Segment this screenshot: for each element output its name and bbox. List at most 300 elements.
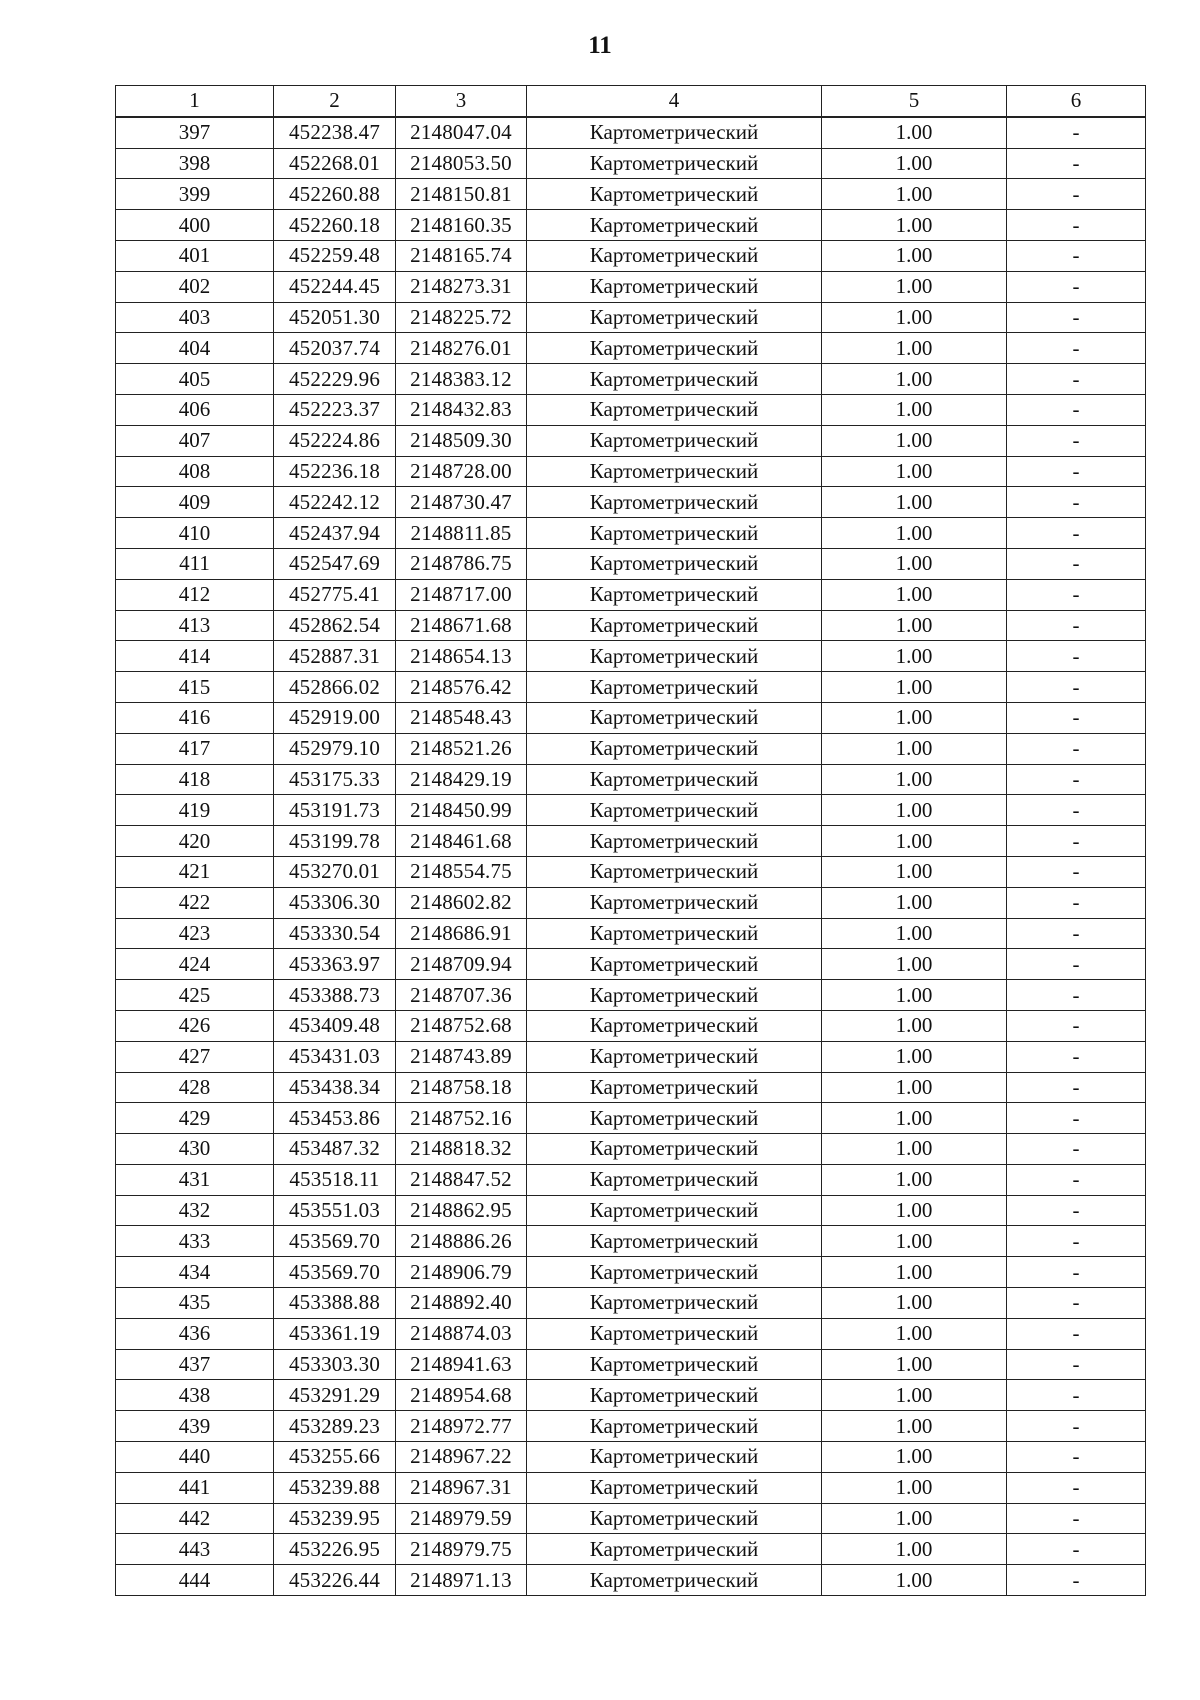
y-coordinate-cell: 2148862.95 <box>396 1195 527 1226</box>
method-cell: Картометрический <box>527 1072 822 1103</box>
y-coordinate-cell: 2148967.31 <box>396 1472 527 1503</box>
x-coordinate-cell: 452979.10 <box>274 733 396 764</box>
table-row <box>116 1134 1146 1165</box>
y-coordinate-cell: 2148972.77 <box>396 1411 527 1442</box>
y-coordinate-cell: 2148602.82 <box>396 887 527 918</box>
accuracy-cell: 1.00 <box>822 1226 1007 1257</box>
x-coordinate-cell: 452919.00 <box>274 702 396 733</box>
accuracy-cell: 1.00 <box>822 1472 1007 1503</box>
accuracy-cell: 1.00 <box>822 1411 1007 1442</box>
accuracy-cell: 1.00 <box>822 887 1007 918</box>
description-cell: - <box>1007 1134 1146 1165</box>
description-cell: - <box>1007 1103 1146 1134</box>
point-number-cell: 419 <box>116 795 274 826</box>
point-number-cell: 421 <box>116 856 274 887</box>
accuracy-cell: 1.00 <box>822 210 1007 241</box>
y-coordinate-cell: 2148273.31 <box>396 271 527 302</box>
method-cell: Картометрический <box>527 1349 822 1380</box>
description-cell: - <box>1007 949 1146 980</box>
description-cell: - <box>1007 1041 1146 1072</box>
accuracy-cell: 1.00 <box>822 579 1007 610</box>
accuracy-cell: 1.00 <box>822 826 1007 857</box>
table-row <box>116 641 1146 672</box>
accuracy-cell: 1.00 <box>822 610 1007 641</box>
y-coordinate-cell: 2148165.74 <box>396 240 527 271</box>
x-coordinate-cell: 453306.30 <box>274 887 396 918</box>
x-coordinate-cell: 453239.95 <box>274 1503 396 1534</box>
x-coordinate-cell: 453226.44 <box>274 1565 396 1596</box>
description-cell: - <box>1007 1411 1146 1442</box>
table-row <box>116 518 1146 549</box>
method-cell: Картометрический <box>527 1442 822 1473</box>
x-coordinate-cell: 452236.18 <box>274 456 396 487</box>
method-cell: Картометрический <box>527 1010 822 1041</box>
y-coordinate-cell: 2148717.00 <box>396 579 527 610</box>
description-cell: - <box>1007 1195 1146 1226</box>
table-row <box>116 795 1146 826</box>
method-cell: Картометрический <box>527 1288 822 1319</box>
description-cell: - <box>1007 1565 1146 1596</box>
method-cell: Картометрический <box>527 148 822 179</box>
table-row <box>116 271 1146 302</box>
accuracy-cell: 1.00 <box>822 1534 1007 1565</box>
description-cell: - <box>1007 148 1146 179</box>
description-cell: - <box>1007 1503 1146 1534</box>
method-cell: Картометрический <box>527 764 822 795</box>
y-coordinate-cell: 2148576.42 <box>396 672 527 703</box>
table-row <box>116 1103 1146 1134</box>
x-coordinate-cell: 452229.96 <box>274 364 396 395</box>
point-number-cell: 399 <box>116 179 274 210</box>
point-number-cell: 433 <box>116 1226 274 1257</box>
table-row <box>116 425 1146 456</box>
description-cell: - <box>1007 518 1146 549</box>
point-number-cell: 434 <box>116 1257 274 1288</box>
method-cell: Картометрический <box>527 456 822 487</box>
x-coordinate-cell: 452259.48 <box>274 240 396 271</box>
y-coordinate-cell: 2148521.26 <box>396 733 527 764</box>
description-cell: - <box>1007 456 1146 487</box>
accuracy-cell: 1.00 <box>822 1288 1007 1319</box>
point-number-cell: 411 <box>116 548 274 579</box>
description-cell: - <box>1007 1226 1146 1257</box>
method-cell: Картометрический <box>527 1380 822 1411</box>
method-cell: Картометрический <box>527 980 822 1011</box>
accuracy-cell: 1.00 <box>822 949 1007 980</box>
x-coordinate-cell: 452238.47 <box>274 117 396 148</box>
table-row <box>116 826 1146 857</box>
method-cell: Картометрический <box>527 887 822 918</box>
description-cell: - <box>1007 1318 1146 1349</box>
accuracy-cell: 1.00 <box>822 487 1007 518</box>
point-number-cell: 404 <box>116 333 274 364</box>
y-coordinate-cell: 2148160.35 <box>396 210 527 241</box>
table-row <box>116 210 1146 241</box>
accuracy-cell: 1.00 <box>822 1503 1007 1534</box>
table-row <box>116 1534 1146 1565</box>
point-number-cell: 402 <box>116 271 274 302</box>
point-number-cell: 430 <box>116 1134 274 1165</box>
y-coordinate-cell: 2148548.43 <box>396 702 527 733</box>
method-cell: Картометрический <box>527 1503 822 1534</box>
point-number-cell: 432 <box>116 1195 274 1226</box>
description-cell: - <box>1007 179 1146 210</box>
y-coordinate-cell: 2148752.68 <box>396 1010 527 1041</box>
x-coordinate-cell: 452547.69 <box>274 548 396 579</box>
table-row <box>116 487 1146 518</box>
table-row <box>116 394 1146 425</box>
point-number-cell: 400 <box>116 210 274 241</box>
accuracy-cell: 1.00 <box>822 333 1007 364</box>
y-coordinate-cell: 2148971.13 <box>396 1565 527 1596</box>
accuracy-cell: 1.00 <box>822 856 1007 887</box>
x-coordinate-cell: 453291.29 <box>274 1380 396 1411</box>
point-number-cell: 414 <box>116 641 274 672</box>
x-coordinate-cell: 453363.97 <box>274 949 396 980</box>
table-row <box>116 240 1146 271</box>
table-row <box>116 117 1146 148</box>
x-coordinate-cell: 452862.54 <box>274 610 396 641</box>
table-row <box>116 1503 1146 1534</box>
accuracy-cell: 1.00 <box>822 548 1007 579</box>
description-cell: - <box>1007 702 1146 733</box>
method-cell: Картометрический <box>527 518 822 549</box>
method-cell: Картометрический <box>527 302 822 333</box>
accuracy-cell: 1.00 <box>822 764 1007 795</box>
table-row <box>116 548 1146 579</box>
point-number-cell: 418 <box>116 764 274 795</box>
x-coordinate-cell: 453551.03 <box>274 1195 396 1226</box>
accuracy-cell: 1.00 <box>822 1318 1007 1349</box>
method-cell: Картометрический <box>527 918 822 949</box>
point-number-cell: 398 <box>116 148 274 179</box>
accuracy-cell: 1.00 <box>822 456 1007 487</box>
point-number-cell: 427 <box>116 1041 274 1072</box>
description-cell: - <box>1007 364 1146 395</box>
y-coordinate-cell: 2148654.13 <box>396 641 527 672</box>
table-row <box>116 1010 1146 1041</box>
method-cell: Картометрический <box>527 1134 822 1165</box>
method-cell: Картометрический <box>527 1257 822 1288</box>
x-coordinate-cell: 453226.95 <box>274 1534 396 1565</box>
point-number-cell: 425 <box>116 980 274 1011</box>
description-cell: - <box>1007 240 1146 271</box>
description-cell: - <box>1007 548 1146 579</box>
table-row <box>116 980 1146 1011</box>
point-number-cell: 406 <box>116 394 274 425</box>
x-coordinate-cell: 453199.78 <box>274 826 396 857</box>
description-cell: - <box>1007 1472 1146 1503</box>
method-cell: Картометрический <box>527 795 822 826</box>
description-cell: - <box>1007 394 1146 425</box>
y-coordinate-cell: 2148730.47 <box>396 487 527 518</box>
method-cell: Картометрический <box>527 1411 822 1442</box>
accuracy-cell: 1.00 <box>822 425 1007 456</box>
x-coordinate-cell: 452437.94 <box>274 518 396 549</box>
table-row <box>116 579 1146 610</box>
accuracy-cell: 1.00 <box>822 1164 1007 1195</box>
point-number-cell: 428 <box>116 1072 274 1103</box>
point-number-cell: 413 <box>116 610 274 641</box>
x-coordinate-cell: 452242.12 <box>274 487 396 518</box>
method-cell: Картометрический <box>527 548 822 579</box>
table-row <box>116 1565 1146 1596</box>
table-row <box>116 1472 1146 1503</box>
method-cell: Картометрический <box>527 487 822 518</box>
x-coordinate-cell: 453303.30 <box>274 1349 396 1380</box>
coordinates-table <box>115 85 1146 1596</box>
x-coordinate-cell: 453255.66 <box>274 1442 396 1473</box>
method-cell: Картометрический <box>527 579 822 610</box>
method-cell: Картометрический <box>527 1318 822 1349</box>
accuracy-cell: 1.00 <box>822 918 1007 949</box>
method-cell: Картометрический <box>527 1103 822 1134</box>
y-coordinate-cell: 2148743.89 <box>396 1041 527 1072</box>
x-coordinate-cell: 453438.34 <box>274 1072 396 1103</box>
description-cell: - <box>1007 672 1146 703</box>
accuracy-cell: 1.00 <box>822 672 1007 703</box>
table-row <box>116 918 1146 949</box>
method-cell: Картометрический <box>527 1565 822 1596</box>
accuracy-cell: 1.00 <box>822 1010 1007 1041</box>
y-coordinate-cell: 2148979.59 <box>396 1503 527 1534</box>
table-row <box>116 764 1146 795</box>
x-coordinate-cell: 452051.30 <box>274 302 396 333</box>
method-cell: Картометрический <box>527 1164 822 1195</box>
accuracy-cell: 1.00 <box>822 240 1007 271</box>
table-row <box>116 333 1146 364</box>
y-coordinate-cell: 2148892.40 <box>396 1288 527 1319</box>
point-number-cell: 397 <box>116 117 274 148</box>
y-coordinate-cell: 2148752.16 <box>396 1103 527 1134</box>
point-number-cell: 439 <box>116 1411 274 1442</box>
table-row <box>116 702 1146 733</box>
point-number-cell: 431 <box>116 1164 274 1195</box>
x-coordinate-cell: 453409.48 <box>274 1010 396 1041</box>
accuracy-cell: 1.00 <box>822 518 1007 549</box>
description-cell: - <box>1007 1257 1146 1288</box>
accuracy-cell: 1.00 <box>822 980 1007 1011</box>
y-coordinate-cell: 2148886.26 <box>396 1226 527 1257</box>
table-row <box>116 1072 1146 1103</box>
method-cell: Картометрический <box>527 1041 822 1072</box>
x-coordinate-cell: 453569.70 <box>274 1257 396 1288</box>
method-cell: Картометрический <box>527 702 822 733</box>
table-row <box>116 1411 1146 1442</box>
y-coordinate-cell: 2148047.04 <box>396 117 527 148</box>
x-coordinate-cell: 452775.41 <box>274 579 396 610</box>
column-header-2: 2 <box>274 86 396 117</box>
y-coordinate-cell: 2148847.52 <box>396 1164 527 1195</box>
accuracy-cell: 1.00 <box>822 1349 1007 1380</box>
point-number-cell: 441 <box>116 1472 274 1503</box>
method-cell: Картометрический <box>527 672 822 703</box>
method-cell: Картометрический <box>527 1226 822 1257</box>
table-row <box>116 456 1146 487</box>
point-number-cell: 416 <box>116 702 274 733</box>
y-coordinate-cell: 2148967.22 <box>396 1442 527 1473</box>
table-row <box>116 1257 1146 1288</box>
description-cell: - <box>1007 826 1146 857</box>
point-number-cell: 429 <box>116 1103 274 1134</box>
method-cell: Картометрический <box>527 856 822 887</box>
accuracy-cell: 1.00 <box>822 394 1007 425</box>
y-coordinate-cell: 2148509.30 <box>396 425 527 456</box>
x-coordinate-cell: 453569.70 <box>274 1226 396 1257</box>
x-coordinate-cell: 452223.37 <box>274 394 396 425</box>
method-cell: Картометрический <box>527 1195 822 1226</box>
x-coordinate-cell: 452260.18 <box>274 210 396 241</box>
accuracy-cell: 1.00 <box>822 117 1007 148</box>
point-number-cell: 443 <box>116 1534 274 1565</box>
table-row <box>116 610 1146 641</box>
method-cell: Картометрический <box>527 425 822 456</box>
description-cell: - <box>1007 1442 1146 1473</box>
method-cell: Картометрический <box>527 641 822 672</box>
y-coordinate-cell: 2148053.50 <box>396 148 527 179</box>
description-cell: - <box>1007 795 1146 826</box>
description-cell: - <box>1007 641 1146 672</box>
method-cell: Картометрический <box>527 210 822 241</box>
point-number-cell: 442 <box>116 1503 274 1534</box>
accuracy-cell: 1.00 <box>822 1257 1007 1288</box>
description-cell: - <box>1007 1288 1146 1319</box>
y-coordinate-cell: 2148954.68 <box>396 1380 527 1411</box>
accuracy-cell: 1.00 <box>822 271 1007 302</box>
table-row <box>116 1164 1146 1195</box>
y-coordinate-cell: 2148818.32 <box>396 1134 527 1165</box>
description-cell: - <box>1007 856 1146 887</box>
table-row <box>116 733 1146 764</box>
table-row <box>116 1318 1146 1349</box>
description-cell: - <box>1007 425 1146 456</box>
method-cell: Картометрический <box>527 179 822 210</box>
x-coordinate-cell: 453361.19 <box>274 1318 396 1349</box>
point-number-cell: 410 <box>116 518 274 549</box>
y-coordinate-cell: 2148758.18 <box>396 1072 527 1103</box>
x-coordinate-cell: 453191.73 <box>274 795 396 826</box>
method-cell: Картометрический <box>527 1472 822 1503</box>
table-row <box>116 364 1146 395</box>
point-number-cell: 415 <box>116 672 274 703</box>
table-row <box>116 302 1146 333</box>
description-cell: - <box>1007 918 1146 949</box>
y-coordinate-cell: 2148383.12 <box>396 364 527 395</box>
point-number-cell: 440 <box>116 1442 274 1473</box>
method-cell: Картометрический <box>527 271 822 302</box>
x-coordinate-cell: 453270.01 <box>274 856 396 887</box>
description-cell: - <box>1007 1010 1146 1041</box>
y-coordinate-cell: 2148707.36 <box>396 980 527 1011</box>
y-coordinate-cell: 2148874.03 <box>396 1318 527 1349</box>
x-coordinate-cell: 453431.03 <box>274 1041 396 1072</box>
table-row <box>116 672 1146 703</box>
y-coordinate-cell: 2148461.68 <box>396 826 527 857</box>
description-cell: - <box>1007 1534 1146 1565</box>
point-number-cell: 426 <box>116 1010 274 1041</box>
accuracy-cell: 1.00 <box>822 1134 1007 1165</box>
x-coordinate-cell: 453518.11 <box>274 1164 396 1195</box>
table-row <box>116 1349 1146 1380</box>
description-cell: - <box>1007 117 1146 148</box>
column-header-1: 1 <box>116 86 274 117</box>
description-cell: - <box>1007 733 1146 764</box>
y-coordinate-cell: 2148276.01 <box>396 333 527 364</box>
description-cell: - <box>1007 887 1146 918</box>
point-number-cell: 408 <box>116 456 274 487</box>
accuracy-cell: 1.00 <box>822 1103 1007 1134</box>
x-coordinate-cell: 452244.45 <box>274 271 396 302</box>
accuracy-cell: 1.00 <box>822 641 1007 672</box>
point-number-cell: 407 <box>116 425 274 456</box>
y-coordinate-cell: 2148671.68 <box>396 610 527 641</box>
method-cell: Картометрический <box>527 826 822 857</box>
description-cell: - <box>1007 980 1146 1011</box>
description-cell: - <box>1007 1349 1146 1380</box>
accuracy-cell: 1.00 <box>822 1072 1007 1103</box>
point-number-cell: 405 <box>116 364 274 395</box>
accuracy-cell: 1.00 <box>822 302 1007 333</box>
table-row <box>116 1442 1146 1473</box>
method-cell: Картометрический <box>527 240 822 271</box>
y-coordinate-cell: 2148150.81 <box>396 179 527 210</box>
table-row <box>116 1380 1146 1411</box>
x-coordinate-cell: 452037.74 <box>274 333 396 364</box>
x-coordinate-cell: 452260.88 <box>274 179 396 210</box>
y-coordinate-cell: 2148906.79 <box>396 1257 527 1288</box>
method-cell: Картометрический <box>527 1534 822 1565</box>
y-coordinate-cell: 2148429.19 <box>396 764 527 795</box>
point-number-cell: 444 <box>116 1565 274 1596</box>
x-coordinate-cell: 453175.33 <box>274 764 396 795</box>
description-cell: - <box>1007 1164 1146 1195</box>
x-coordinate-cell: 453487.32 <box>274 1134 396 1165</box>
table-row <box>116 949 1146 980</box>
column-header-4: 4 <box>527 86 822 117</box>
accuracy-cell: 1.00 <box>822 1041 1007 1072</box>
column-header-3: 3 <box>396 86 527 117</box>
x-coordinate-cell: 452887.31 <box>274 641 396 672</box>
method-cell: Картометрический <box>527 733 822 764</box>
y-coordinate-cell: 2148450.99 <box>396 795 527 826</box>
y-coordinate-cell: 2148979.75 <box>396 1534 527 1565</box>
x-coordinate-cell: 453388.88 <box>274 1288 396 1319</box>
point-number-cell: 435 <box>116 1288 274 1319</box>
accuracy-cell: 1.00 <box>822 1565 1007 1596</box>
table-row <box>116 148 1146 179</box>
accuracy-cell: 1.00 <box>822 148 1007 179</box>
method-cell: Картометрический <box>527 364 822 395</box>
accuracy-cell: 1.00 <box>822 733 1007 764</box>
description-cell: - <box>1007 333 1146 364</box>
x-coordinate-cell: 453330.54 <box>274 918 396 949</box>
description-cell: - <box>1007 210 1146 241</box>
point-number-cell: 409 <box>116 487 274 518</box>
table-row <box>116 1288 1146 1319</box>
description-cell: - <box>1007 302 1146 333</box>
table-body <box>116 117 1146 1596</box>
table-row <box>116 856 1146 887</box>
point-number-cell: 438 <box>116 1380 274 1411</box>
y-coordinate-cell: 2148554.75 <box>396 856 527 887</box>
accuracy-cell: 1.00 <box>822 364 1007 395</box>
x-coordinate-cell: 452268.01 <box>274 148 396 179</box>
y-coordinate-cell: 2148686.91 <box>396 918 527 949</box>
method-cell: Картометрический <box>527 333 822 364</box>
x-coordinate-cell: 452866.02 <box>274 672 396 703</box>
table-row <box>116 1226 1146 1257</box>
x-coordinate-cell: 452224.86 <box>274 425 396 456</box>
